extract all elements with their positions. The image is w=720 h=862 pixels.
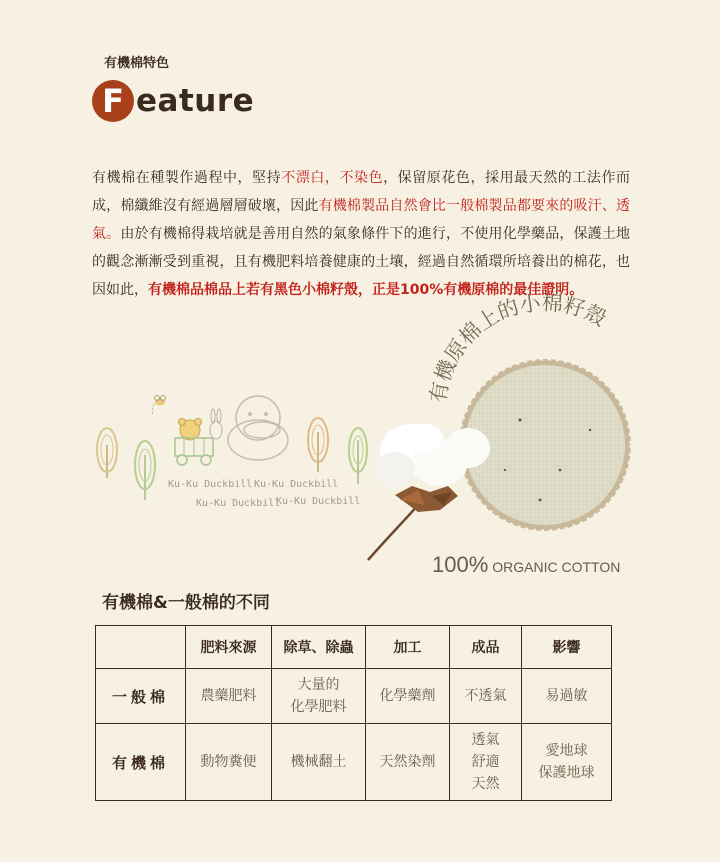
table-header-cell: 除草、除蟲 xyxy=(272,626,366,669)
table-header-cell: 影響 xyxy=(522,626,612,669)
table-cell xyxy=(272,669,366,724)
table-cell xyxy=(366,669,450,724)
table-header-cell: 肥料來源 xyxy=(186,626,272,669)
cell-line: 透氣 xyxy=(471,732,500,748)
table-header-row xyxy=(96,626,612,669)
table-cell xyxy=(272,724,366,801)
organic-cotton-label xyxy=(432,552,620,578)
table-header-cell: 成品 xyxy=(450,626,522,669)
para-highlight-absorbent: 有機棉製品自然會比一般棉製品都要來的吸汗、透氣。 xyxy=(92,198,630,242)
para-highlight-no-bleach: 不漂白，不染色 xyxy=(281,170,384,186)
bear-wagon-icon xyxy=(175,409,222,465)
cotton-boll-icon xyxy=(368,424,490,560)
table-cell xyxy=(450,669,522,724)
cell-line: 農藥肥料 xyxy=(200,688,257,704)
brand-text-4: Ku-Ku Duckbill xyxy=(276,496,361,507)
cell-line: 機械翻土 xyxy=(290,754,347,770)
cell-line: 易過敏 xyxy=(545,688,588,704)
cell-line: 不透氣 xyxy=(464,688,507,704)
tree-icon xyxy=(308,418,328,472)
duckbill-mascot-icon xyxy=(228,396,288,460)
arc-caption-path: 有機原棉上的小棉籽殼 xyxy=(425,290,611,405)
bee-icon xyxy=(152,396,165,415)
table-header-cell xyxy=(96,626,186,669)
cell-line: 天然 xyxy=(471,776,500,792)
table-cell xyxy=(186,669,272,724)
title-initial-badge: F xyxy=(92,80,134,122)
comparison-table xyxy=(95,625,612,801)
cell-line: 大量的 xyxy=(297,677,340,693)
table-cell xyxy=(366,724,450,801)
comparison-heading: 有機棉&一般棉的不同 xyxy=(102,593,270,613)
cell-line: 動物糞便 xyxy=(200,754,257,770)
cell-line: 天然染劑 xyxy=(379,754,436,770)
para-text-1: 有機棉在種製作過程中，堅持 xyxy=(92,170,282,186)
brand-text-2: Ku-Ku Duckbill xyxy=(254,479,339,490)
organic-cotton-text: ORGANIC COTTON xyxy=(492,559,621,575)
table-cell xyxy=(522,724,612,801)
table-row xyxy=(96,724,612,801)
tree-icon xyxy=(135,441,155,500)
tree-icon xyxy=(97,428,117,478)
title-rest: eature xyxy=(136,83,255,119)
row-label-organic-cotton: 有機棉 xyxy=(96,724,186,801)
organic-percent: 100% xyxy=(432,552,489,577)
para-text-2: ，保留原花色，採用最天然的工法作而成，棉纖維沒有經過層層破壞，因此 xyxy=(92,170,631,214)
cell-line: 保護地球 xyxy=(538,765,595,781)
cell-line: 舒適 xyxy=(471,754,500,770)
brand-text-3: Ku-Ku Duckbill xyxy=(196,498,281,509)
cell-line: 化學藥劑 xyxy=(379,688,436,704)
tree-icon xyxy=(349,428,367,484)
para-highlight-proof: 有機棉品棉品上若有黑色小棉籽殼，正是100%有機原棉的最佳證明。 xyxy=(148,282,584,298)
brand-text-1: Ku-Ku Duckbill xyxy=(168,479,253,490)
table-cell xyxy=(450,724,522,801)
table-header-cell: 加工 xyxy=(366,626,450,669)
section-subtitle: 有機棉特色 xyxy=(104,56,170,71)
cell-line: 化學肥料 xyxy=(290,699,347,715)
table-cell xyxy=(186,724,272,801)
table-cell xyxy=(522,669,612,724)
row-label-regular-cotton: 一般棉 xyxy=(96,669,186,724)
table-row xyxy=(96,669,612,724)
para-text-3: 由於有機棉得栽培就是善用自然的氣象條件下的進行，不使用化學藥品，保護土地的觀念漸漸受到重視，且有機肥料培養健康的土壤，經過自然循環所培養出的棉花，也因如此， xyxy=(92,226,631,298)
cell-line: 愛地球 xyxy=(545,743,588,759)
